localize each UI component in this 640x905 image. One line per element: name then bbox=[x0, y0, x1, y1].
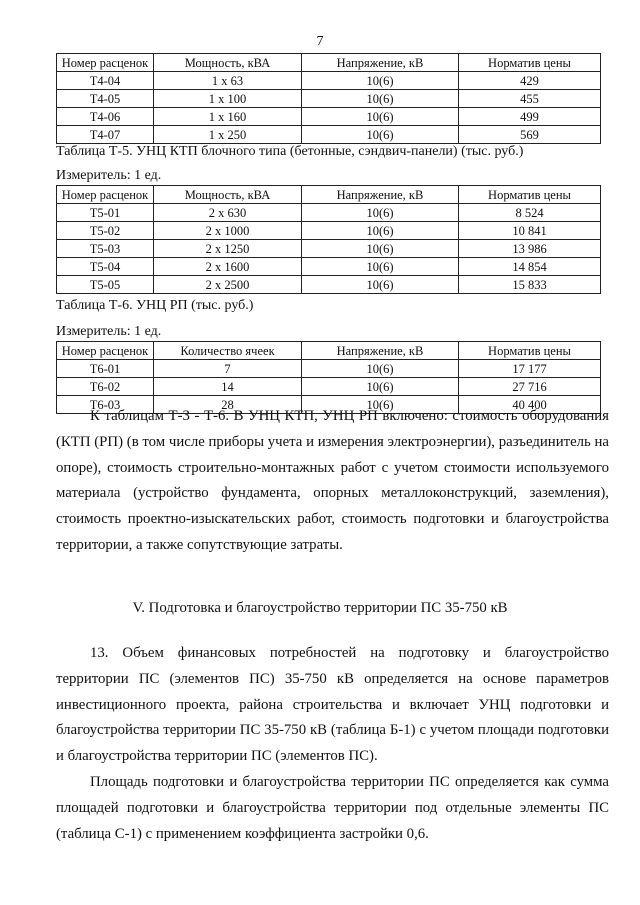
table-header-row bbox=[57, 54, 601, 72]
table-cell: 10(6) bbox=[302, 108, 459, 126]
section-heading: V. Подготовка и благоустройство территории ПС 35-750 кВ bbox=[132, 600, 508, 616]
page-number: 7 bbox=[316, 34, 324, 49]
table-cell: 1 х 100 bbox=[154, 90, 302, 108]
table-t5-measure: Измеритель: 1 ед. bbox=[56, 168, 162, 183]
table-cell: Т6-03 bbox=[57, 396, 154, 414]
table-cell: 10(6) bbox=[302, 258, 459, 276]
column-header: Номер расценок bbox=[57, 186, 154, 204]
table-row bbox=[57, 258, 601, 276]
table-cell: 429 bbox=[459, 72, 601, 90]
column-header: Норматив цены bbox=[459, 186, 601, 204]
table-cell: Т6-02 bbox=[57, 378, 154, 396]
table-cell: 10(6) bbox=[302, 276, 459, 294]
note-paragraph: К таблицам Т-3 - Т-6. В УНЦ КТП, УНЦ РП включено: стоимость оборудования (КТП (РП) (в том числе приборы учета и измерения электроэнергии), разъединитель на опоре), стоимость строительно-монтажных работ с учетом стоимости используемого материала (устройство фундамента, опорных металлоконструкций, заземления), стоимость проектно-изыскательских работ, стоимость подготовки и благоустройства территории, а также сопутствующие затраты. bbox=[56, 408, 609, 553]
table-cell: 455 bbox=[459, 90, 601, 108]
table-cell: 1 х 63 bbox=[154, 72, 302, 90]
table-cell: 10 841 bbox=[459, 222, 601, 240]
table-cell: 1 х 160 bbox=[154, 108, 302, 126]
table-t6-title: Таблица Т-6. УНЦ РП (тыс. руб.) bbox=[56, 298, 254, 313]
table-cell: Т5-01 bbox=[57, 204, 154, 222]
table-row bbox=[57, 204, 601, 222]
table-cell: Т5-05 bbox=[57, 276, 154, 294]
table-row bbox=[57, 72, 601, 90]
table-cell: 13 986 bbox=[459, 240, 601, 258]
table-cell: 28 bbox=[154, 396, 302, 414]
column-header: Номер расценок bbox=[57, 342, 154, 360]
column-header: Норматив цены bbox=[459, 54, 601, 72]
table-cell: 10(6) bbox=[302, 396, 459, 414]
table-cell: Т6-01 bbox=[57, 360, 154, 378]
table-row bbox=[57, 276, 601, 294]
table-row bbox=[57, 108, 601, 126]
table-cell: 40 400 bbox=[459, 396, 601, 414]
table-cell: 2 х 1600 bbox=[154, 258, 302, 276]
table-t5 bbox=[56, 185, 601, 294]
table-cell: 10(6) bbox=[302, 360, 459, 378]
table-cell: 569 bbox=[459, 126, 601, 144]
table-cell: 10(6) bbox=[302, 72, 459, 90]
table-row bbox=[57, 90, 601, 108]
column-header: Напряжение, кВ bbox=[302, 54, 459, 72]
table-cell: 2 х 2500 bbox=[154, 276, 302, 294]
table-cell: Т5-02 bbox=[57, 222, 154, 240]
table-header-row bbox=[57, 342, 601, 360]
column-header: Норматив цены bbox=[459, 342, 601, 360]
table-cell: 10(6) bbox=[302, 222, 459, 240]
table-cell: 10(6) bbox=[302, 126, 459, 144]
table-row bbox=[57, 222, 601, 240]
table-t6-measure: Измеритель: 1 ед. bbox=[56, 324, 162, 339]
column-header: Напряжение, кВ bbox=[302, 342, 459, 360]
table-cell: 2 х 1250 bbox=[154, 240, 302, 258]
paragraph-area: Площадь подготовки и благоустройства территории ПС определяется как сумма площадей подготовки и благоустройства территории под отдельные элементы ПС (таблица С-1) с применением коэффициента застройки 0,6. bbox=[56, 774, 609, 842]
paragraph-13: 13. Объем финансовых потребностей на подготовку и благоустройство территории ПС (элементов ПС) 35-750 кВ определяется на основе параметров инвестиционного проекта, района строительства и включает УНЦ подготовки и благоустройства территории ПС 35-750 кВ (таблица Б-1) с учетом площади подготовки и благоустройства территории ПС (элементов ПС). bbox=[56, 645, 609, 765]
table-cell: Т4-05 bbox=[57, 90, 154, 108]
table-cell: 10(6) bbox=[302, 90, 459, 108]
column-header: Напряжение, кВ bbox=[302, 186, 459, 204]
table-row bbox=[57, 240, 601, 258]
table-cell: 14 854 bbox=[459, 258, 601, 276]
table-cell: 1 х 250 bbox=[154, 126, 302, 144]
table-t4 bbox=[56, 53, 601, 144]
table-cell: 2 х 630 bbox=[154, 204, 302, 222]
column-header: Мощность, кВА bbox=[154, 186, 302, 204]
table-row bbox=[57, 378, 601, 396]
table-cell: 499 bbox=[459, 108, 601, 126]
table-cell: Т4-06 bbox=[57, 108, 154, 126]
table-t5-title: Таблица Т-5. УНЦ КТП блочного типа (бетонные, сэндвич-панели) (тыс. руб.) bbox=[56, 144, 524, 159]
table-cell: Т5-04 bbox=[57, 258, 154, 276]
table-cell: 8 524 bbox=[459, 204, 601, 222]
column-header: Номер расценок bbox=[57, 54, 154, 72]
table-cell: 2 х 1000 bbox=[154, 222, 302, 240]
column-header: Мощность, кВА bbox=[154, 54, 302, 72]
table-cell: 10(6) bbox=[302, 378, 459, 396]
table-cell: 7 bbox=[154, 360, 302, 378]
table-row bbox=[57, 360, 601, 378]
table-cell: 10(6) bbox=[302, 204, 459, 222]
table-row bbox=[57, 126, 601, 144]
table-cell: Т4-04 bbox=[57, 72, 154, 90]
table-cell: Т4-07 bbox=[57, 126, 154, 144]
table-cell: 10(6) bbox=[302, 240, 459, 258]
table-cell: 14 bbox=[154, 378, 302, 396]
table-cell: 15 833 bbox=[459, 276, 601, 294]
table-header-row bbox=[57, 186, 601, 204]
table-cell: 27 716 bbox=[459, 378, 601, 396]
column-header: Количество ячеек bbox=[154, 342, 302, 360]
table-cell: Т5-03 bbox=[57, 240, 154, 258]
table-cell: 17 177 bbox=[459, 360, 601, 378]
